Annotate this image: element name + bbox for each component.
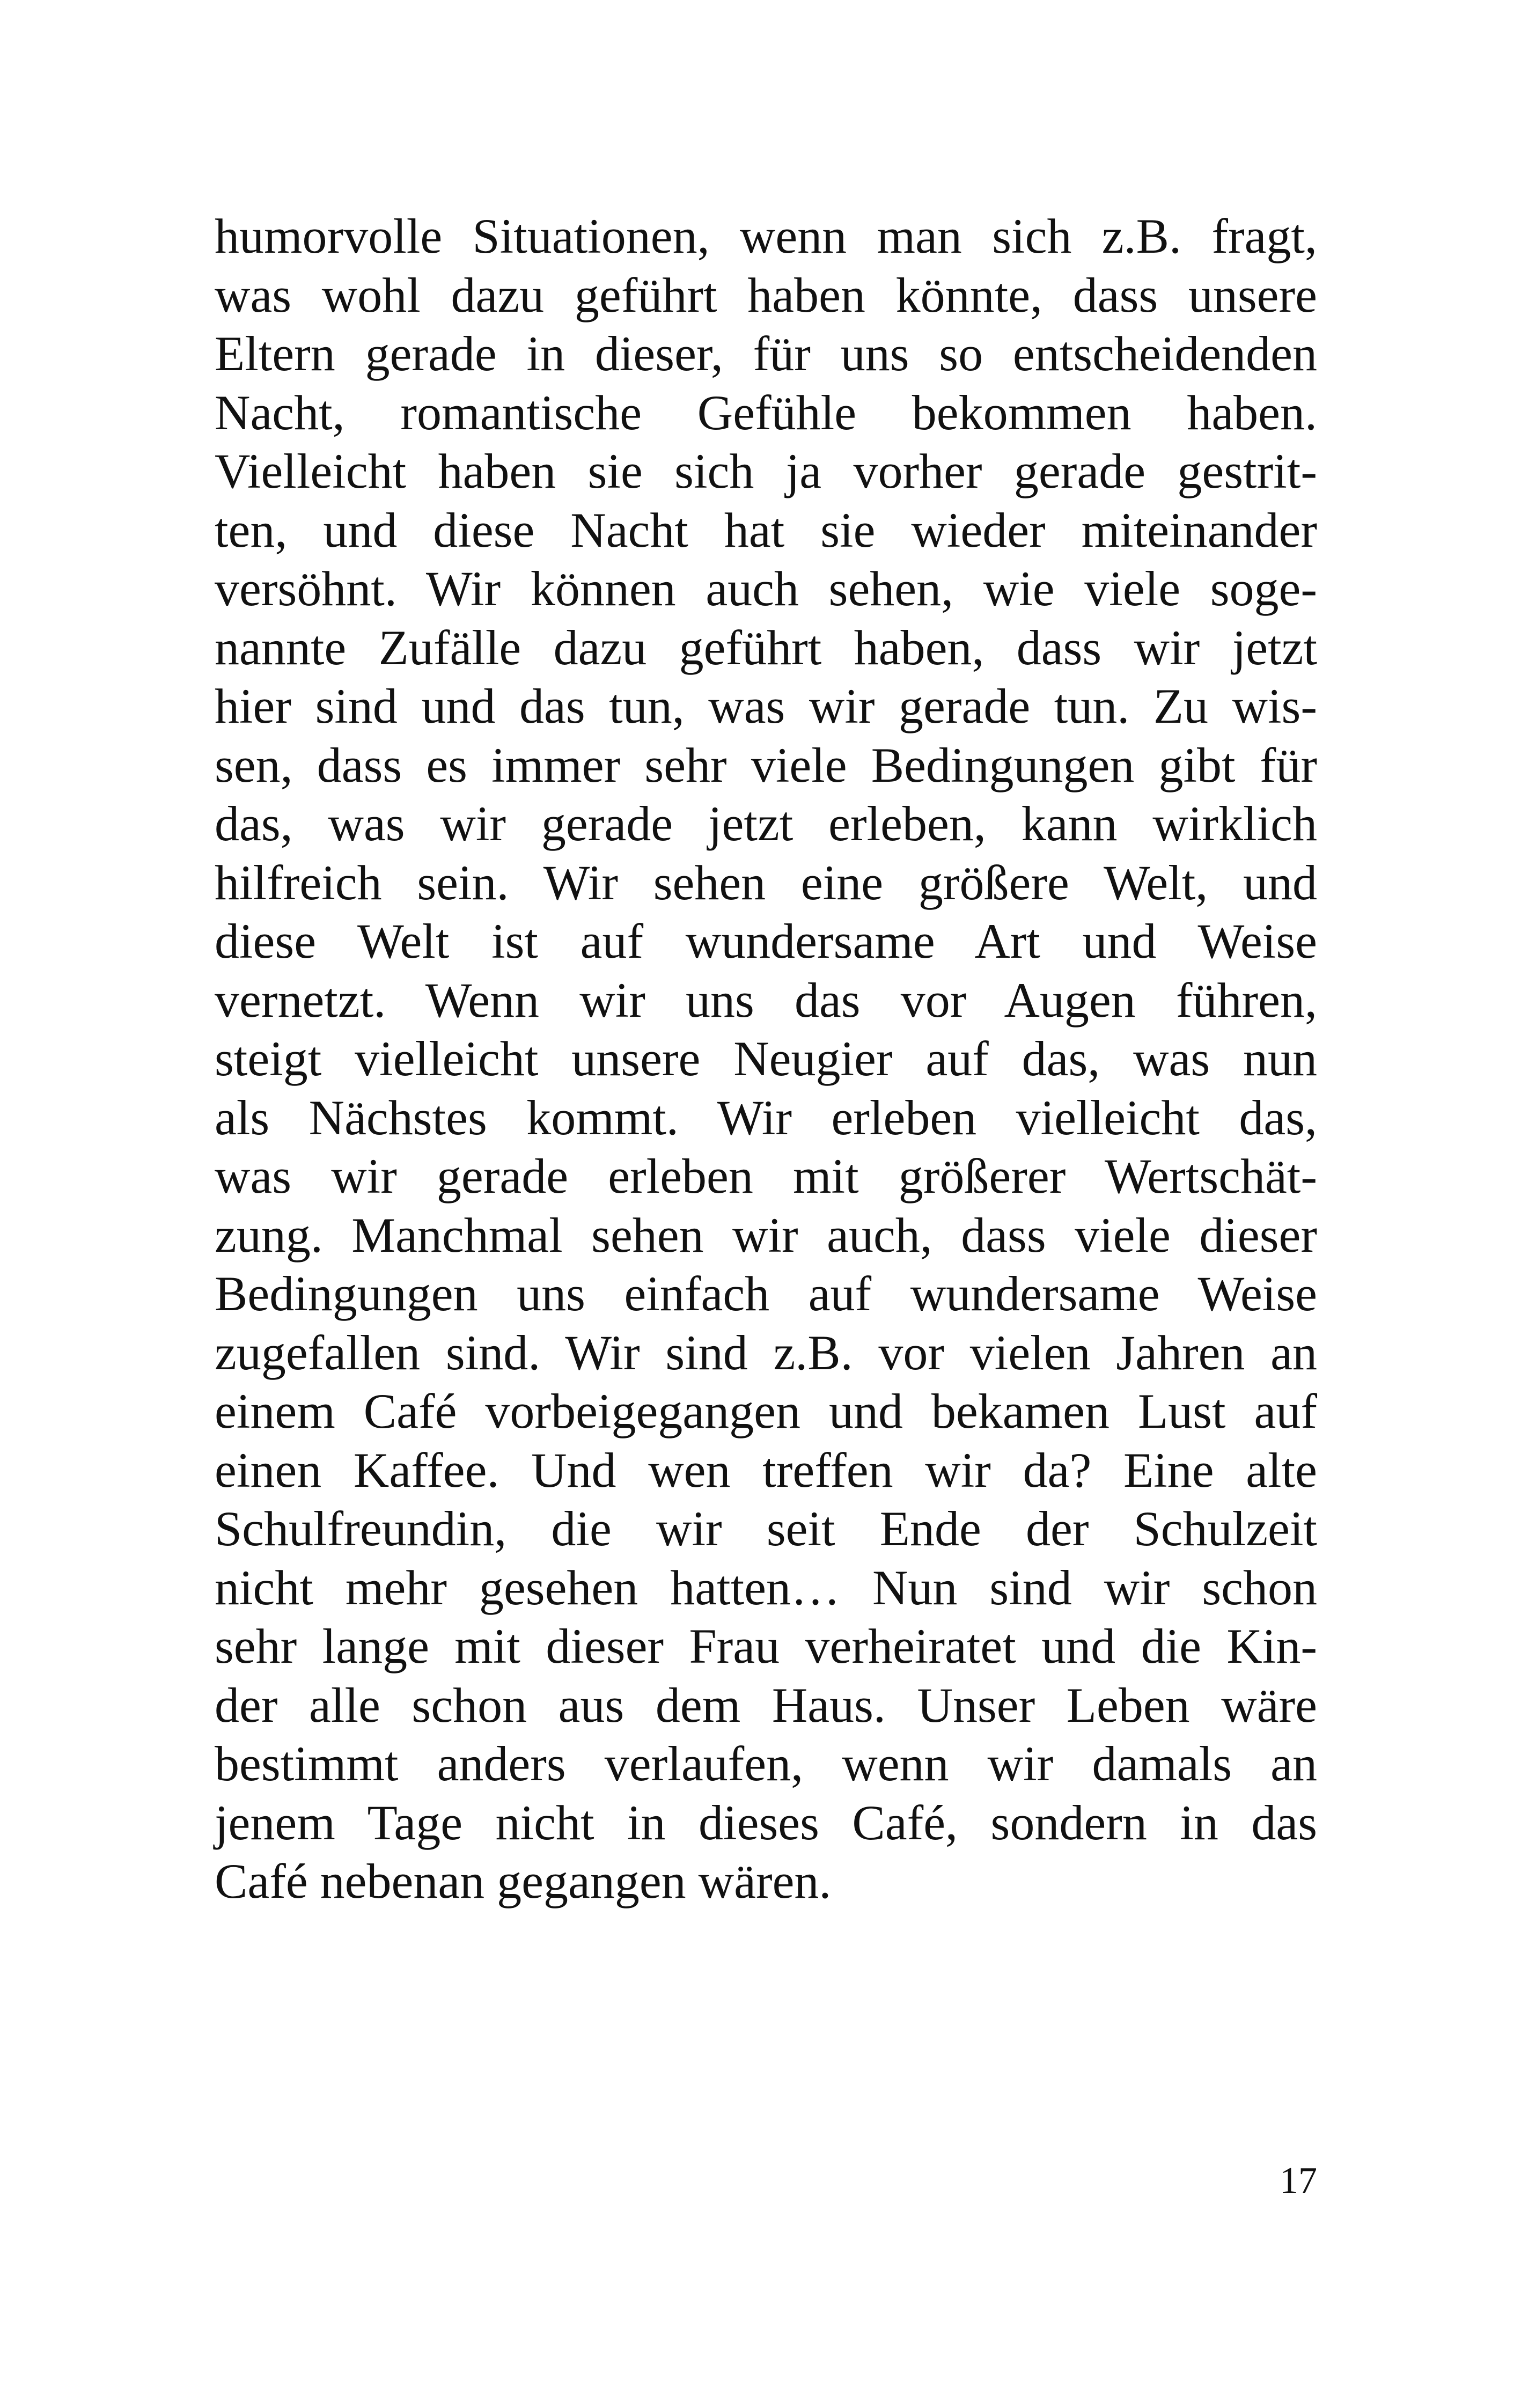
text-line: humorvolle Situationen, wenn man sich z.B. fragt, [215, 209, 1317, 263]
text-line: diese Welt ist auf wundersame Art und Weise [215, 914, 1317, 968]
text-line: ten, und diese Nacht hat sie wieder miteinander [215, 502, 1317, 557]
text-line: Bedingungen uns einfach auf wundersame Weise [215, 1266, 1317, 1321]
text-line: das, was wir gerade jetzt erleben, kann wirklich [215, 796, 1317, 851]
text-line: zung. Manchmal sehen wir auch, dass viele dieser [215, 1207, 1317, 1262]
text-line: einem Café vorbeigegangen und bekamen Lust auf [215, 1384, 1317, 1438]
text-line: jenem Tage nicht in dieses Café, sondern in das [215, 1795, 1317, 1850]
text-line: bestimmt anders verlaufen, wenn wir damals an [215, 1736, 1317, 1791]
text-line: sehr lange mit dieser Frau verheiratet und die Kin- [215, 1619, 1317, 1673]
text-line: Eltern gerade in dieser, für uns so entscheidenden [215, 326, 1317, 381]
text-line: Schulfreundin, die wir seit Ende der Schulzeit [215, 1501, 1317, 1556]
text-line: was wohl dazu geführt haben könnte, dass unsere [215, 267, 1317, 322]
page-number: 17 [1280, 2160, 1317, 2201]
text-line: versöhnt. Wir können auch sehen, wie viele soge- [215, 561, 1317, 616]
text-line: Nacht, romantische Gefühle bekommen haben. [215, 385, 1317, 440]
text-line: Vielleicht haben sie sich ja vorher gerade gestrit- [215, 444, 1317, 498]
text-line: nicht mehr gesehen hatten… Nun sind wir schon [215, 1560, 1317, 1615]
body-text [215, 207, 1317, 1911]
text-line: der alle schon aus dem Haus. Unser Leben wäre [215, 1677, 1317, 1732]
text-line: einen Kaffee. Und wen treffen wir da? Eine alte [215, 1442, 1317, 1497]
text-line: steigt vielleicht unsere Neugier auf das, was nun [215, 1031, 1317, 1086]
text-line: vernetzt. Wenn wir uns das vor Augen führen, [215, 972, 1317, 1027]
text-line: hier sind und das tun, was wir gerade tun. Zu wis- [215, 679, 1317, 733]
text-line: als Nächstes kommt. Wir erleben vielleicht das, [215, 1090, 1317, 1145]
text-line: Café nebenan gegangen wären. [215, 1854, 832, 1908]
text-line: zugefallen sind. Wir sind z.B. vor vielen Jahren an [215, 1325, 1317, 1380]
text-line: was wir gerade erleben mit größerer Wertschät- [215, 1149, 1317, 1203]
text-line: hilfreich sein. Wir sehen eine größere Welt, und [215, 855, 1317, 910]
text-line: sen, dass es immer sehr viele Bedingungen gibt für [215, 737, 1317, 792]
text-line: nannte Zufälle dazu geführt haben, dass wir jetzt [215, 620, 1317, 675]
